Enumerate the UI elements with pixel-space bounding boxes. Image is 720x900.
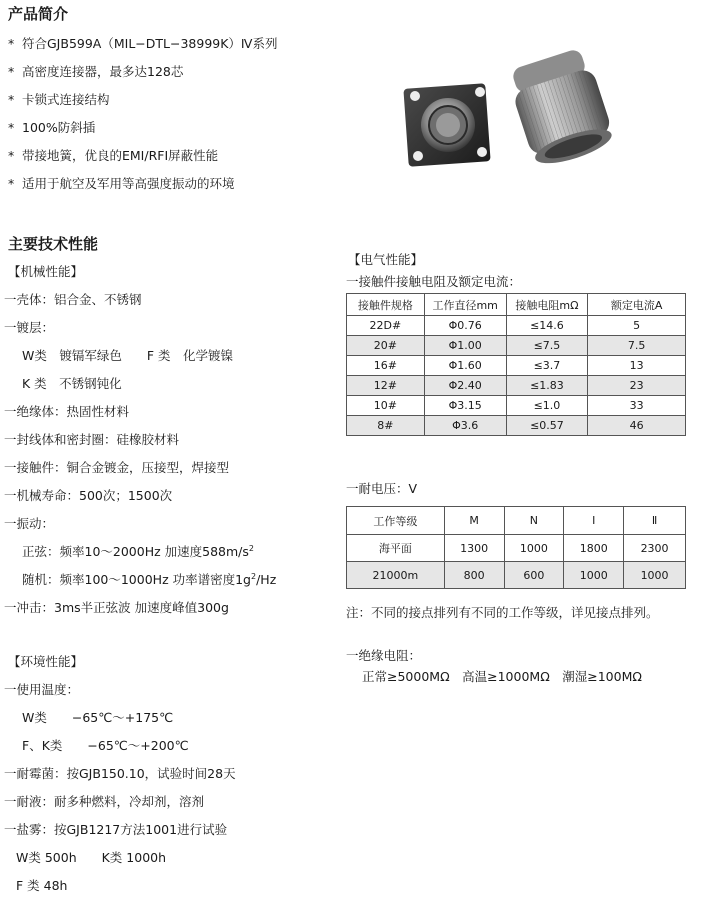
table-header: 额定电流A xyxy=(588,294,686,316)
mechanical-line: 一振动： xyxy=(4,516,55,531)
environmental-line: 一使用温度： xyxy=(4,682,80,697)
list-item: * 符合GJB599A（MIL−DTL−38999K）Ⅳ系列 xyxy=(8,36,278,51)
list-item: * 高密度连接器，最多达128芯 xyxy=(8,64,184,79)
mechanical-line: 一壳体：铝合金、不锈钢 xyxy=(4,292,142,307)
contact-table xyxy=(346,293,686,436)
list-item: * 适用于航空及军用等高强度振动的环境 xyxy=(8,176,235,191)
main-specs-title: 主要技术性能 xyxy=(8,235,99,253)
bullet-mark: * xyxy=(8,92,15,107)
environmental-line: W类 500h K类 1000h xyxy=(16,850,167,865)
environmental-line: F、K类 −65℃～+200℃ xyxy=(22,738,189,753)
table-row: 10# Φ3.15 ≤1.0 33 xyxy=(347,396,686,416)
mechanical-line: 一封线体和密封圈：硅橡胶材料 xyxy=(4,432,180,447)
table-header: 工作直径mm xyxy=(424,294,506,316)
table-header: 工作等级 xyxy=(347,507,445,535)
mechanical-line: K 类 不锈钢钝化 xyxy=(22,376,122,391)
electrical-header: 【电气性能】 xyxy=(348,252,424,267)
flange-receptacle-photo xyxy=(400,78,496,170)
bullet-mark: * xyxy=(8,36,15,51)
table-row: 海平面 1300 1000 1800 2300 xyxy=(347,535,686,562)
environmental-line: F 类 48h xyxy=(16,878,68,893)
intro-title: 产品简介 xyxy=(8,5,69,23)
contact-resistance-title: 一接触件接触电阻及额定电流： xyxy=(346,274,522,289)
list-item: * 带接地簧，优良的EMI/RFI屏蔽性能 xyxy=(8,148,219,163)
mechanical-line: 一机械寿命：500次；1500次 xyxy=(4,488,173,503)
mechanical-header: 【机械性能】 xyxy=(8,264,84,279)
table-header: 接触件规格 xyxy=(347,294,425,316)
table-header: 接触电阻mΩ xyxy=(506,294,588,316)
table-header: M xyxy=(444,507,504,535)
mechanical-line: W类 镀镉军绿色 F 类 化学镀镍 xyxy=(22,348,234,363)
insulation-values: 正常≥5000MΩ 高温≥1000MΩ 潮湿≥100MΩ xyxy=(362,669,642,684)
environmental-line: 一耐霉菌：按GJB150.10，试验时间28天 xyxy=(4,766,236,781)
table-row: 12# Φ2.40 ≤1.83 23 xyxy=(347,376,686,396)
voltage-title: 一耐电压：V xyxy=(346,481,418,496)
table-header: N xyxy=(504,507,564,535)
insulation-title: 一绝缘电阻： xyxy=(346,648,422,663)
voltage-table xyxy=(346,506,686,589)
table-row: 21000m 800 600 1000 1000 xyxy=(347,562,686,589)
list-item: * 100%防斜插 xyxy=(8,120,96,135)
environmental-line: 一耐液：耐多种燃料，冷却剂，溶剂 xyxy=(4,794,205,809)
table-header: Ⅰ xyxy=(564,507,624,535)
bullet-mark: * xyxy=(8,176,15,191)
mechanical-line: 一镀层： xyxy=(4,320,55,335)
table-row: 22D# Φ0.76 ≤14.6 5 xyxy=(347,316,686,336)
list-item: * 卡锁式连接结构 xyxy=(8,92,110,107)
bullet-mark: * xyxy=(8,64,15,79)
note-text: 注：不同的接点排列有不同的工作等级，详见接点排列。 xyxy=(346,605,659,620)
mechanical-line: 一绝缘体：热固性材料 xyxy=(4,404,130,419)
environmental-line: 一盐雾：按GJB1217方法1001进行试验 xyxy=(4,822,228,837)
environmental-line: W类 −65℃～+175℃ xyxy=(22,710,174,725)
vibration-random: 随机：频率100～1000Hz 功率谱密度$1g^2/Hz$ xyxy=(22,571,277,587)
vibration-sine: 正弦：频率10～2000Hz 加速度$588m/s^2$ xyxy=(22,543,255,559)
bullet-mark: * xyxy=(8,120,15,135)
plug-connector-photo xyxy=(505,48,620,168)
table-row: 16# Φ1.60 ≤3.7 13 xyxy=(347,356,686,376)
shock-line: 一冲击：3ms半正弦波 加速度峰值300g xyxy=(4,600,229,615)
table-header: Ⅱ xyxy=(624,507,686,535)
table-row: 20# Φ1.00 ≤7.5 7.5 xyxy=(347,336,686,356)
bullet-mark: * xyxy=(8,148,15,163)
table-row: 8# Φ3.6 ≤0.57 46 xyxy=(347,416,686,436)
mechanical-line: 一接触件：铜合金镀金，压接型，焊接型 xyxy=(4,460,230,475)
environmental-header: 【环境性能】 xyxy=(8,654,84,669)
